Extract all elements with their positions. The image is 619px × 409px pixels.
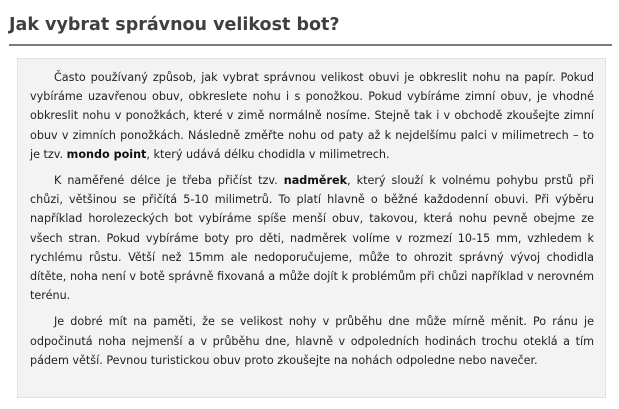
paragraph-1 xyxy=(30,68,594,164)
paragraph-1-text-before: Často používaný způsob, jak vybrat správnou velikost obuvi je obkreslit nohu na papír. Pokud vybíráme uzavřenou obuv, obkreslete nohu i s ponožkou. Pokud vybíráme zimní obuv, je vhodné obkreslit nohu v ponožkách, které v zimě normálně nosíme. Stejně tak i v obchodě zkoušejte zimní obuv v zimních ponožkách. Následně změřte nohu od paty až k nejdelšímu palci v milimetrech – to je tzv. xyxy=(30,71,594,161)
paragraph-1-text-after: , který udává délku chodidla v milimetrech. xyxy=(146,147,390,161)
paragraph-3: Je dobré mít na paměti, že se velikost nohy v průběhu dne může mírně měnit. Po ránu je odpočinutá noha nejmenší a v průběhu dne, hlavně v odpoledních hodinách trochu oteklá a tím pádem větší. Pevnou turistickou obuv proto zkoušejte na nohách odpoledne nebo navečer. xyxy=(30,315,594,367)
term-nadmerek: nadměrek xyxy=(283,174,348,188)
paragraph-2 xyxy=(30,171,594,305)
paragraph-2-text-after: , který slouží k volnému pohybu prstů při chůzi, většinou se přičítá 5-10 milimetrů. To platí hlavně o běžné každodenní obuvi. Při výběru například horolezeckých bot vybíráme spíše menší obuv, takovou, která nohu pevně obejme ze všech stran. Pokud vybíráme boty pro děti, nadměrek volíme v rozmezí 10-15 mm, vzhledem k rychlému růstu. Větší než 15mm ale nedoporučujeme, může to ohrozit správný vývoj chodidla dítěte, noha není v botě správně fixovaná a může dojít k problémům při chůzi například v nerovném terénu. xyxy=(30,174,595,303)
paragraph-2-text-before: K naměřené délce je třeba přičíst tzv. xyxy=(54,174,284,188)
article-box xyxy=(17,58,606,398)
term-mondo-point: mondo point xyxy=(66,147,147,161)
title-divider xyxy=(9,44,612,46)
page-title: Jak vybrat správnou velikost bot? xyxy=(9,15,340,35)
